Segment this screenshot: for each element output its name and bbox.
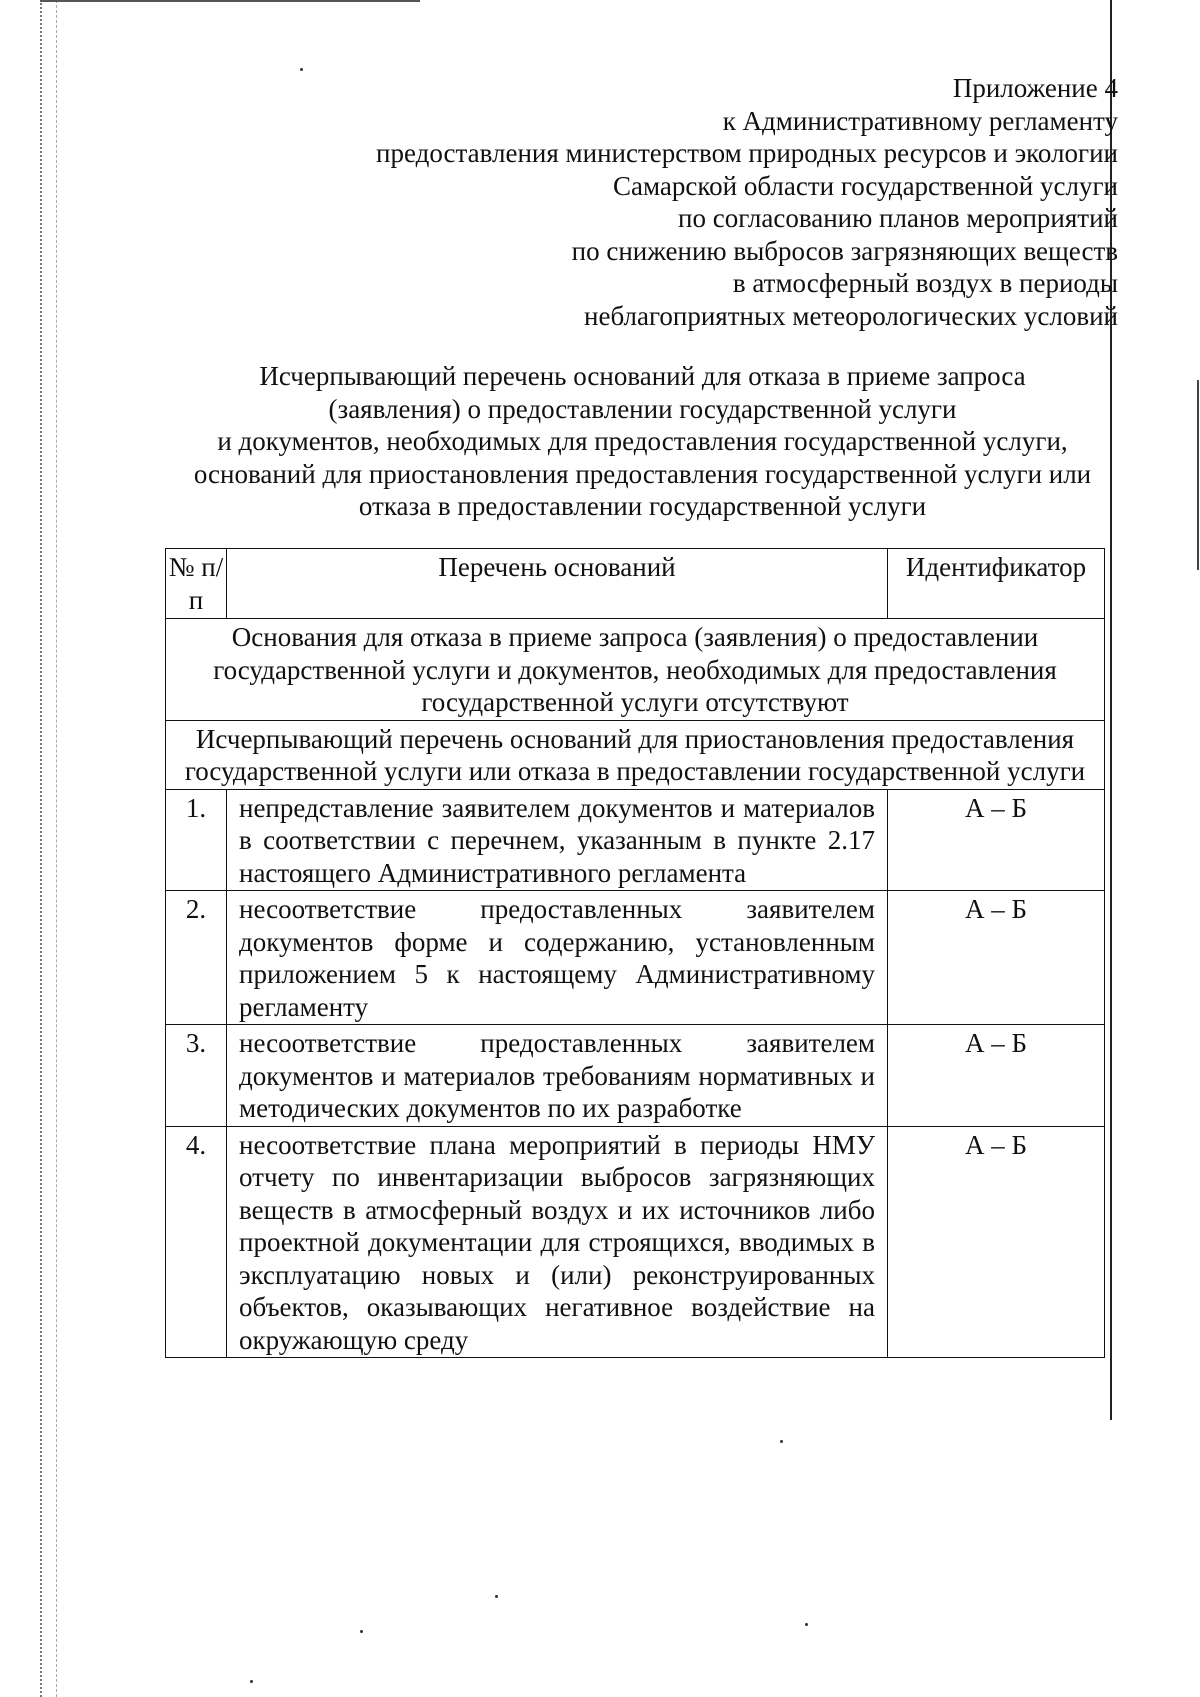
scan-speck [495, 1595, 498, 1598]
appendix-line: по согласованию планов мероприятий [678, 203, 1118, 233]
scan-edge-right-far [1197, 380, 1199, 570]
title-line: (заявления) о предоставлении государственной услуги [328, 393, 957, 424]
row-num: 4. [166, 1126, 227, 1358]
section-heading-suspension: Исчерпывающий перечень оснований для приостановления предоставления государственной услуги или отказа в предоставлении государственной услуги [166, 720, 1105, 789]
scan-speck [360, 1630, 363, 1633]
appendix-line: предоставления министерством природных ресурсов и экологии [376, 138, 1118, 168]
table-header-row [166, 549, 1105, 619]
section-heading-reception: Основания для отказа в приеме запроса (заявления) о предоставлении государственной услуги и документов, необходимых для предоставления государственной услуги отсутствуют [166, 619, 1105, 721]
table-row [166, 789, 1105, 891]
table-row [166, 891, 1105, 1025]
row-identifier: А – Б [888, 1126, 1105, 1358]
title-line: оснований для приостановления предоставления государственной услуги или [193, 458, 1092, 489]
appendix-header [300, 72, 1118, 332]
row-num: 1. [166, 789, 227, 891]
appendix-line: Приложение 4 [952, 73, 1118, 103]
scan-speck [300, 68, 303, 71]
scan-speck [250, 1680, 253, 1683]
row-num: 2. [166, 891, 227, 1025]
row-identifier: А – Б [888, 1025, 1105, 1127]
row-identifier: А – Б [888, 789, 1105, 891]
appendix-line: неблагоприятных метеорологических условий [584, 300, 1118, 331]
title-line: и документов, необходимых для предоставления государственной услуги, [217, 426, 1068, 456]
title-line: отказа в предоставлении государственной услуги [358, 491, 927, 521]
section-row [166, 720, 1105, 789]
scan-top-line [40, 0, 420, 2]
document-title [165, 360, 1120, 523]
row-num: 3. [166, 1025, 227, 1127]
row-ground-text: несоответствие предоставленных заявителем документов форме и содержанию, установленным приложением 5 к настоящему Административному регламенту [227, 891, 888, 1025]
header-num: № п/п [166, 549, 227, 619]
table-row [166, 1126, 1105, 1358]
row-ground-text: непредставление заявителем документов и материалов в соответствии с перечнем, указанным в пункте 2.17 настоящего Административного регламента [227, 789, 888, 891]
table-row [166, 1025, 1105, 1127]
scan-edge-left [40, 0, 57, 1697]
appendix-line: к Административному регламенту [722, 105, 1118, 136]
appendix-line: в атмосферный воздух в периоды [732, 268, 1118, 298]
section-row [166, 619, 1105, 721]
row-ground-text: несоответствие предоставленных заявителем документов и материалов требованиям нормативных и методических документов по их разработке [227, 1025, 888, 1127]
row-identifier: А – Б [888, 891, 1105, 1025]
header-grounds: Перечень оснований [227, 549, 888, 619]
grounds-table [165, 548, 1105, 1358]
scan-speck [780, 1440, 783, 1443]
appendix-line: Самарской области государственной услуги [613, 170, 1118, 201]
header-identifier: Идентификатор [888, 549, 1105, 619]
title-line: Исчерпывающий перечень оснований для отказа в приеме запроса [259, 361, 1026, 391]
appendix-line: по снижению выбросов загрязняющих веществ [571, 235, 1118, 266]
scan-speck [805, 1623, 808, 1626]
row-ground-text: несоответствие плана мероприятий в периоды НМУ отчету по инвентаризации выбросов загрязняющих веществ в атмосферный воздух и их источников либо проектной документации для строящихся, вводимых в эксплуатацию новых и (или) реконструированных объектов, оказывающих негативное воздействие на окружающую среду [227, 1126, 888, 1358]
